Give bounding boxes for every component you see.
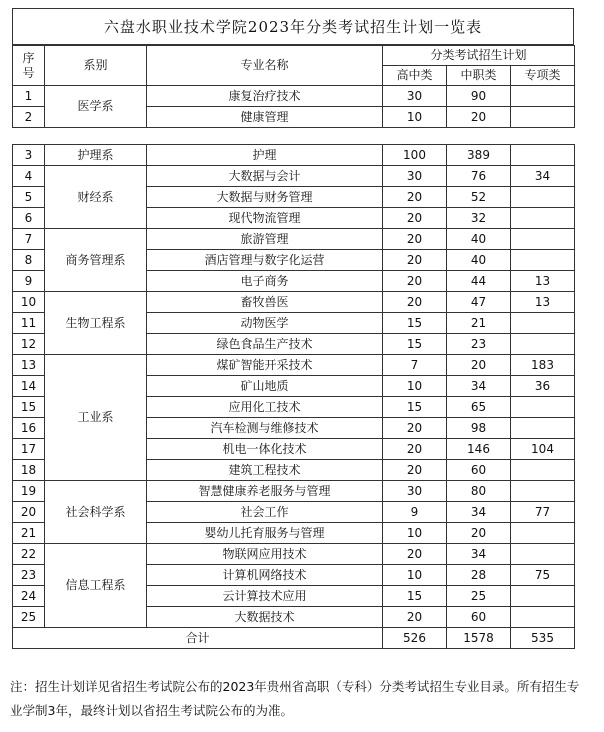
special-cell: 77 xyxy=(511,502,575,523)
major-cell: 康复治疗技术 xyxy=(147,86,383,107)
vocational-cell: 65 xyxy=(447,397,511,418)
table-row xyxy=(13,481,575,502)
major-cell: 现代物流管理 xyxy=(147,208,383,229)
seq-cell: 11 xyxy=(13,313,45,334)
major-cell: 智慧健康养老服务与管理 xyxy=(147,481,383,502)
high-school-cell: 20 xyxy=(383,187,447,208)
vocational-cell: 98 xyxy=(447,418,511,439)
seq-header: 序 号 xyxy=(13,46,45,86)
vocational-header: 中职类 xyxy=(447,66,511,86)
high-school-cell: 30 xyxy=(383,86,447,107)
high-school-cell: 20 xyxy=(383,292,447,313)
vocational-cell: 20 xyxy=(447,523,511,544)
table-gap xyxy=(12,128,574,144)
special-cell: 104 xyxy=(511,439,575,460)
high-school-cell: 20 xyxy=(383,439,447,460)
vocational-cell: 23 xyxy=(447,334,511,355)
vocational-cell: 389 xyxy=(447,145,511,166)
seq-cell: 15 xyxy=(13,397,45,418)
seq-cell: 22 xyxy=(13,544,45,565)
special-cell xyxy=(511,460,575,481)
enrollment-plan-sheet xyxy=(12,8,574,649)
total-vocational: 1578 xyxy=(447,628,511,649)
special-cell xyxy=(511,481,575,502)
seq-cell: 19 xyxy=(13,481,45,502)
special-cell xyxy=(511,187,575,208)
special-cell: 183 xyxy=(511,355,575,376)
major-cell: 动物医学 xyxy=(147,313,383,334)
seq-cell: 3 xyxy=(13,145,45,166)
special-cell xyxy=(511,208,575,229)
seq-cell: 4 xyxy=(13,166,45,187)
vocational-cell: 52 xyxy=(447,187,511,208)
special-cell xyxy=(511,586,575,607)
seq-cell: 12 xyxy=(13,334,45,355)
seq-cell: 17 xyxy=(13,439,45,460)
major-header: 专业名称 xyxy=(147,46,383,86)
special-cell xyxy=(511,86,575,107)
vocational-cell: 80 xyxy=(447,481,511,502)
vocational-cell: 76 xyxy=(447,166,511,187)
dept-cell: 信息工程系 xyxy=(45,544,147,628)
vocational-cell: 28 xyxy=(447,565,511,586)
major-cell: 绿色食品生产技术 xyxy=(147,334,383,355)
high-school-cell: 9 xyxy=(383,502,447,523)
high-school-cell: 20 xyxy=(383,208,447,229)
seq-cell: 2 xyxy=(13,107,45,128)
vocational-cell: 90 xyxy=(447,86,511,107)
seq-cell: 1 xyxy=(13,86,45,107)
special-cell xyxy=(511,418,575,439)
special-cell xyxy=(511,334,575,355)
special-header: 专项类 xyxy=(511,66,575,86)
major-cell: 大数据与会计 xyxy=(147,166,383,187)
high-school-cell: 30 xyxy=(383,166,447,187)
dept-cell: 商务管理系 xyxy=(45,229,147,292)
high-school-header: 高中类 xyxy=(383,66,447,86)
main-table xyxy=(12,144,575,649)
table-row xyxy=(13,86,575,107)
vocational-cell: 60 xyxy=(447,460,511,481)
seq-cell: 9 xyxy=(13,271,45,292)
high-school-cell: 10 xyxy=(383,523,447,544)
major-cell: 煤矿智能开采技术 xyxy=(147,355,383,376)
high-school-cell: 10 xyxy=(383,107,447,128)
seq-cell: 13 xyxy=(13,355,45,376)
major-cell: 畜牧兽医 xyxy=(147,292,383,313)
major-cell: 护理 xyxy=(147,145,383,166)
table-row xyxy=(13,166,575,187)
seq-cell: 8 xyxy=(13,250,45,271)
seq-cell: 5 xyxy=(13,187,45,208)
seq-cell: 21 xyxy=(13,523,45,544)
major-cell: 物联网应用技术 xyxy=(147,544,383,565)
total-special: 535 xyxy=(511,628,575,649)
special-cell xyxy=(511,313,575,334)
block2-rows xyxy=(13,145,575,628)
high-school-cell: 10 xyxy=(383,376,447,397)
vocational-cell: 21 xyxy=(447,313,511,334)
vocational-cell: 146 xyxy=(447,439,511,460)
dept-cell: 工业系 xyxy=(45,355,147,481)
seq-cell: 10 xyxy=(13,292,45,313)
major-cell: 机电一体化技术 xyxy=(147,439,383,460)
high-school-cell: 100 xyxy=(383,145,447,166)
table-row xyxy=(13,229,575,250)
special-cell: 34 xyxy=(511,166,575,187)
high-school-cell: 20 xyxy=(383,250,447,271)
major-cell: 旅游管理 xyxy=(147,229,383,250)
special-cell xyxy=(511,607,575,628)
footnote: 注：招生计划详见省招生考试院公布的2023年贵州省高职（专科）分类考试招生专业目录。所有招生专业学制3年，最终计划以省招生考试院公布的为准。 xyxy=(10,679,580,718)
major-cell: 健康管理 xyxy=(147,107,383,128)
vocational-cell: 47 xyxy=(447,292,511,313)
special-cell xyxy=(511,229,575,250)
major-cell: 大数据技术 xyxy=(147,607,383,628)
vocational-cell: 34 xyxy=(447,544,511,565)
plan-group-header: 分类考试招生计划 xyxy=(383,46,575,66)
total-label: 合计 xyxy=(13,628,383,649)
high-school-cell: 20 xyxy=(383,460,447,481)
high-school-cell: 20 xyxy=(383,271,447,292)
high-school-cell: 15 xyxy=(383,397,447,418)
special-cell xyxy=(511,145,575,166)
table-row xyxy=(13,292,575,313)
vocational-cell: 40 xyxy=(447,229,511,250)
seq-cell: 20 xyxy=(13,502,45,523)
dept-header: 系别 xyxy=(45,46,147,86)
special-cell xyxy=(511,250,575,271)
table-row xyxy=(13,355,575,376)
high-school-cell: 15 xyxy=(383,313,447,334)
major-cell: 应用化工技术 xyxy=(147,397,383,418)
total-high-school: 526 xyxy=(383,628,447,649)
dept-cell: 护理系 xyxy=(45,145,147,166)
special-cell: 13 xyxy=(511,271,575,292)
table-row xyxy=(13,544,575,565)
vocational-cell: 44 xyxy=(447,271,511,292)
high-school-cell: 20 xyxy=(383,607,447,628)
high-school-cell: 20 xyxy=(383,544,447,565)
high-school-cell: 30 xyxy=(383,481,447,502)
special-cell: 75 xyxy=(511,565,575,586)
dept-cell: 生物工程系 xyxy=(45,292,147,355)
major-cell: 社会工作 xyxy=(147,502,383,523)
table-title: 六盘水职业技术学院2023年分类考试招生计划一览表 xyxy=(12,8,574,45)
major-cell: 婴幼儿托育服务与管理 xyxy=(147,523,383,544)
vocational-cell: 20 xyxy=(447,107,511,128)
dept-cell: 财经系 xyxy=(45,166,147,229)
high-school-cell: 10 xyxy=(383,565,447,586)
high-school-cell: 15 xyxy=(383,586,447,607)
high-school-cell: 7 xyxy=(383,355,447,376)
vocational-cell: 25 xyxy=(447,586,511,607)
seq-cell: 7 xyxy=(13,229,45,250)
special-cell: 13 xyxy=(511,292,575,313)
seq-cell: 18 xyxy=(13,460,45,481)
dept-cell: 社会科学系 xyxy=(45,481,147,544)
high-school-cell: 20 xyxy=(383,229,447,250)
major-cell: 计算机网络技术 xyxy=(147,565,383,586)
major-cell: 大数据与财务管理 xyxy=(147,187,383,208)
high-school-cell: 15 xyxy=(383,334,447,355)
special-cell xyxy=(511,523,575,544)
major-cell: 云计算技术应用 xyxy=(147,586,383,607)
special-cell xyxy=(511,397,575,418)
table-row xyxy=(13,145,575,166)
high-school-cell: 20 xyxy=(383,418,447,439)
special-cell xyxy=(511,107,575,128)
vocational-cell: 60 xyxy=(447,607,511,628)
seq-cell: 25 xyxy=(13,607,45,628)
major-cell: 电子商务 xyxy=(147,271,383,292)
vocational-cell: 34 xyxy=(447,376,511,397)
seq-cell: 23 xyxy=(13,565,45,586)
vocational-cell: 34 xyxy=(447,502,511,523)
header-table xyxy=(12,45,575,128)
special-cell xyxy=(511,544,575,565)
vocational-cell: 20 xyxy=(447,355,511,376)
seq-cell: 14 xyxy=(13,376,45,397)
seq-cell: 6 xyxy=(13,208,45,229)
major-cell: 建筑工程技术 xyxy=(147,460,383,481)
seq-cell: 24 xyxy=(13,586,45,607)
block1-rows xyxy=(13,86,575,128)
major-cell: 矿山地质 xyxy=(147,376,383,397)
dept-cell: 医学系 xyxy=(45,86,147,128)
major-cell: 汽车检测与维修技术 xyxy=(147,418,383,439)
major-cell: 酒店管理与数字化运营 xyxy=(147,250,383,271)
vocational-cell: 40 xyxy=(447,250,511,271)
seq-cell: 16 xyxy=(13,418,45,439)
special-cell: 36 xyxy=(511,376,575,397)
vocational-cell: 32 xyxy=(447,208,511,229)
